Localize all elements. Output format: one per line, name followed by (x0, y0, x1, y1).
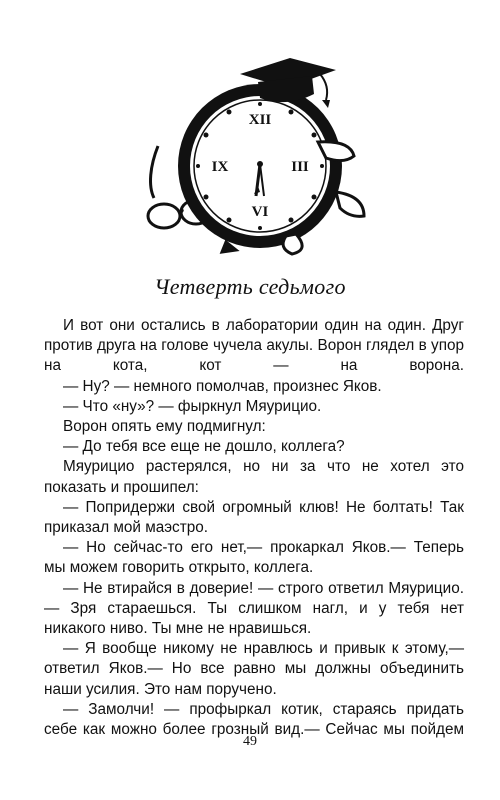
paragraph: Мяурицио растерялся, но ни за что не хотел это показать и прошипел: (44, 458, 464, 496)
chapter-title: Четверть седьмого (154, 274, 346, 299)
numeral-iii: III (291, 159, 309, 175)
clock-icon (178, 84, 342, 248)
paragraph: И вот они остались в лаборатории один на один. Друг против друга на голове чучела акулы. Ворон глядел в упор на кота, кот — на ворона. (44, 317, 464, 375)
numeral-ix: IX (211, 159, 229, 175)
paragraph: Ворон опять ему подмигнул: (63, 418, 266, 436)
paragraph: — Замолчи! — профыркал котик, стараясь придать себе как можно более грозный вид.— Сейчас мы пойдем (44, 700, 464, 739)
paragraph: — До тебя все еще не дошло, коллега? (63, 438, 345, 456)
page-number: 49 (243, 734, 257, 749)
body-text (44, 316, 464, 740)
clock-illustration (140, 46, 380, 256)
paragraph: — Попридержи свой огромный клюв! Не болтать! Так приказал мой маэстро. (44, 498, 464, 537)
numeral-xii: XII (248, 112, 272, 128)
paragraph: — Не втирайся в доверие! — строго ответил Мяурицио.— Зря стараешься. Ты слишком нагл, и у тебя нет никакого ниво. Ты мне не нравишься. (44, 579, 464, 638)
paragraph: — Я вообще никому не нравлюсь и привык к этому,— ответил Яков.— Но все равно мы должны объединить наши усилия. Это нам поручено. (44, 640, 464, 698)
numeral-vi: VI (251, 204, 269, 220)
paragraph: — Но сейчас-то его нет,— прокаркал Яков.— Теперь мы можем говорить открыто, коллега. (44, 539, 464, 577)
paragraph: — Что «ну»? — фыркнул Мяурицио. (63, 397, 322, 415)
paragraph: — Ну? — немного помолчав, произнес Яков. (63, 377, 382, 395)
